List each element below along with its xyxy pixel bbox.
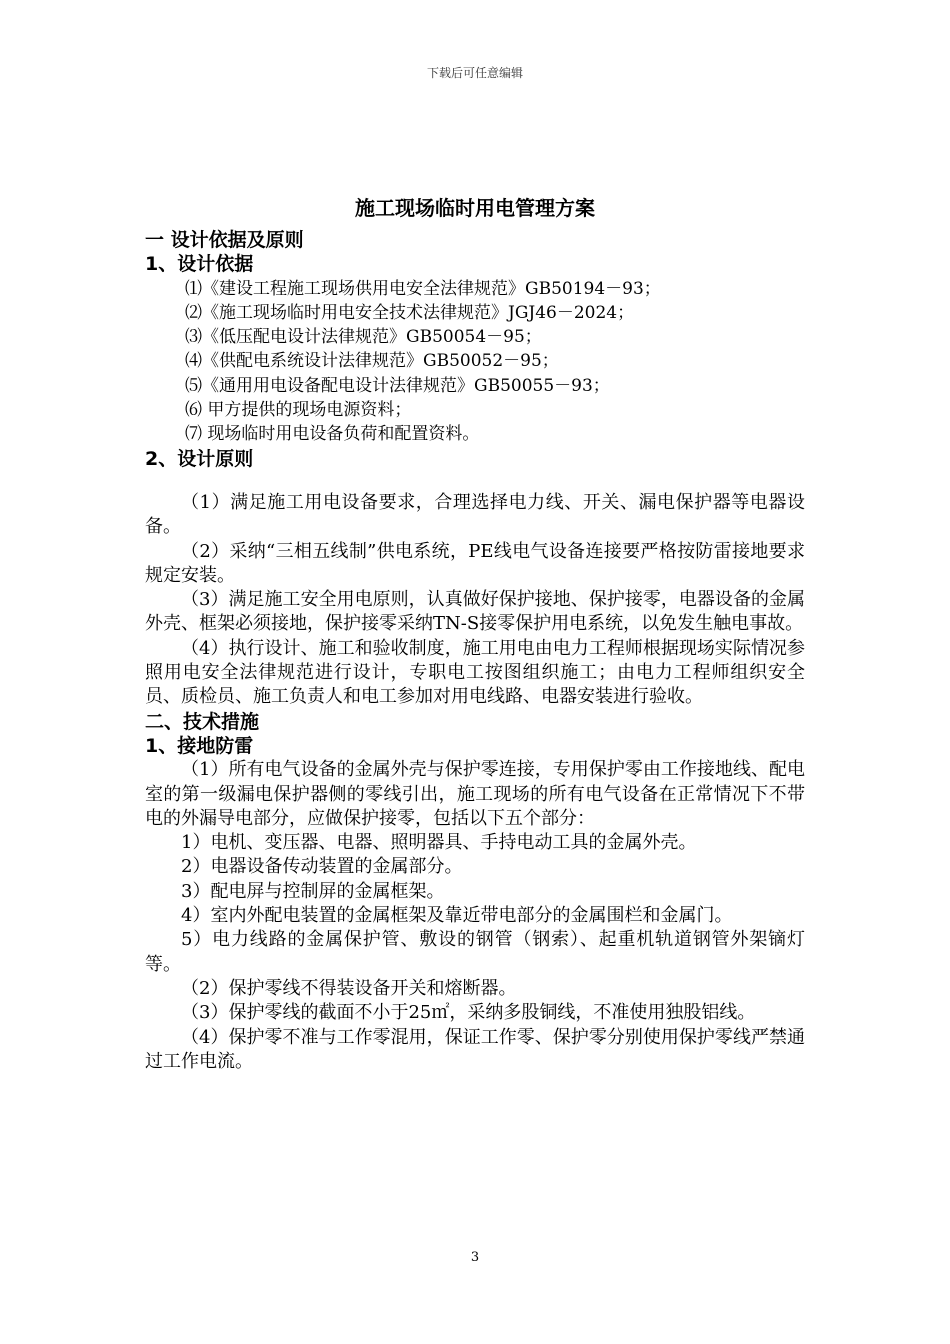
paragraph: 3）配电屏与控制屏的金属框架。 (181, 880, 445, 902)
paragraph: 1）电机、变压器、电器、照明器具、手持电动工具的金属外壳。 (181, 832, 697, 854)
paragraph: （2）采纳“三相五线制”供电系统，PE线电气设备连接要严格按防雷接地要求规定安装。 (145, 540, 805, 586)
reference-item: ⑸《通用用电设备配电设计法律规范》GB50055－93； (185, 375, 610, 396)
reference-item: ⑷《供配电系统设计法律规范》GB50052－95； (185, 351, 559, 372)
paragraph: 2）电器设备传动装置的金属部分。 (181, 856, 463, 878)
reference-item: ⑹ 甲方提供的现场电源资料； (185, 400, 412, 421)
document-body (145, 188, 805, 1074)
section-heading: 一 设计依据及原则 (145, 229, 304, 251)
reference-item: ⑵《施工现场临时用电安全技术法律规范》JGJ46－2024； (185, 302, 635, 323)
paragraph: （3）保护零线的截面不小于25㎡，采纳多股铜线，不准使用独股铝线。 (181, 1002, 756, 1024)
reference-item: ⑴《建设工程施工现场供用电安全法律规范》GB50194－93； (185, 278, 661, 299)
reference-item: ⑺ 现场临时用电设备负荷和配置资料。 (185, 424, 480, 445)
document-title: 施工现场临时用电管理方案 (355, 196, 595, 220)
reference-item: ⑶《低压配电设计法律规范》GB50054－95； (185, 327, 542, 348)
subsection-heading: 1、接地防雷 (145, 734, 254, 757)
paragraph: （3）满足施工安全用电原则，认真做好保护接地、保护接零，电器设备的金属外壳、框架必须接地，保护接零采纳TN-S接零保护用电系统，以免发生触电事故。 (145, 589, 805, 635)
subsection-heading: 1、设计依据 (145, 253, 254, 276)
page-number: 3 (470, 1250, 480, 1265)
page-header: 下载后可任意编辑 (426, 66, 523, 80)
paragraph: （1）满足施工用电设备要求，合理选择电力线、开关、漏电保护器等电器设备。 (145, 491, 805, 538)
paragraph: 4）室内外配电装置的金属框架及靠近带电部分的金属围栏和金属门。 (181, 905, 733, 927)
paragraph: （2）保护零线不得装设备开关和熔断器。 (181, 977, 517, 999)
paragraph: （1）所有电气设备的金属外壳与保护零连接，专用保护零由工作接地线、配电室的第一级漏电保护器侧的零线引出，施工现场的所有电气设备在正常情况下不带电的外漏导电部分，应做保护接零，包括以下五个部分： (145, 759, 805, 829)
paragraph: （4）保护零不准与工作零混用，保证工作零、保护零分别使用保护零线严禁通过工作电流。 (145, 1026, 805, 1072)
paragraph: （4）执行设计、施工和验收制度，施工用电由电力工程师根据现场实际情况参照用电安全法律规范进行设计，专职电工按图组织施工；由电力工程师组织安全员、质检员、施工负责人和电工参加对用电线路、电器安装进行验收。 (145, 637, 805, 708)
subsection-heading: 2、设计原则 (145, 447, 254, 470)
paragraph: 5）电力线路的金属保护管、敷设的钢管（钢索）、起重机轨道钢管外架镝灯等。 (145, 929, 805, 975)
section-heading: 二、技术措施 (145, 710, 260, 733)
spacer (145, 471, 805, 491)
